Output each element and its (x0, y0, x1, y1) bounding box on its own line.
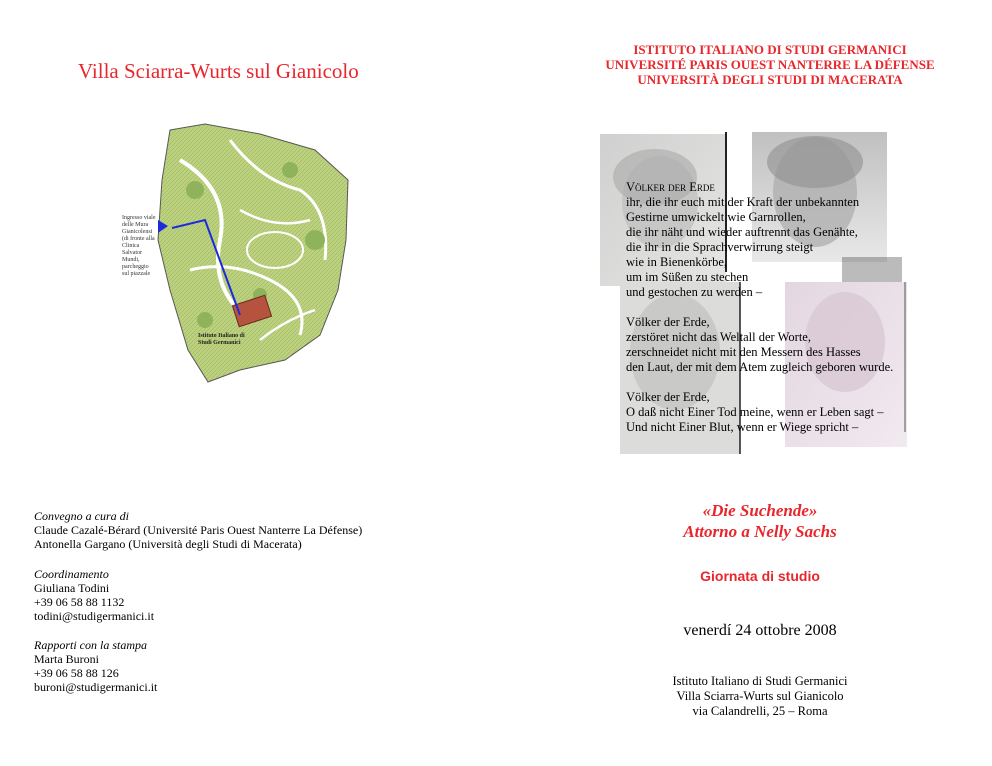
organizer-name: Claude Cazalé-Bérard (Université Paris Ouest Nanterre La Défense) (34, 523, 363, 537)
poem-line: Völker der Erde, (626, 390, 710, 404)
event-address (560, 674, 960, 719)
event-date: venerdí 24 ottobre 2008 (683, 622, 837, 639)
poem-stanza (626, 315, 966, 375)
press-block (34, 638, 157, 694)
coordination-email[interactable]: todini@studigermanici.it (34, 609, 155, 623)
organizers-block (34, 509, 362, 551)
map-institute-label: Istituto Italiano di Studi Germanici (198, 333, 245, 346)
poem-line: und gestochen zu werden – (626, 285, 763, 299)
address-line: Istituto Italiano di Studi Germanici (672, 674, 848, 688)
address-line: Villa Sciarra-Wurts sul Gianicolo (676, 689, 844, 703)
coordination-block (34, 567, 154, 623)
poem-line: wie in Bienenkörbe, (626, 255, 728, 269)
poem-line: O daß nicht Einer Tod meine, wenn er Leben sagt – (626, 405, 884, 419)
event-subtitle-line: Attorno a Nelly Sachs (683, 522, 837, 541)
poem-heading: Völker der Erde (626, 180, 715, 194)
poem-stanza (626, 180, 966, 300)
poem-line: Und nicht Einer Blut, wenn er Wiege spricht – (626, 420, 859, 434)
venue-title: Villa Sciarra-Wurts sul Gianicolo (78, 59, 359, 83)
poem-line: die ihr näht und wieder auftrennt das Genähte, (626, 225, 858, 239)
event-type: Giornata di studio (700, 568, 820, 584)
organizers-role: Convegno a cura di (34, 509, 129, 523)
poem-line: zerstöret nicht das Weltall der Worte, (626, 330, 811, 344)
poem-line: zerschneidet nicht mit den Messern des Hasses (626, 345, 861, 359)
poem-line: Völker der Erde, (626, 315, 710, 329)
coordination-phone: +39 06 58 88 1132 (34, 595, 125, 609)
press-phone: +39 06 58 88 126 (34, 666, 119, 680)
event-title-line: «Die Suchende» (702, 501, 818, 520)
poem-line: den Laut, der mit dem Atem zugleich geboren wurde. (626, 360, 894, 374)
address-line: via Calandrelli, 25 – Roma (692, 704, 828, 718)
event-title (560, 500, 960, 542)
coordination-name: Giuliana Todini (34, 581, 110, 595)
coordination-role: Coordinamento (34, 567, 109, 581)
poem-line: um im Süßen zu stechen (626, 270, 749, 284)
institution-line: ISTITUTO ITALIANO DI STUDI GERMANICI (633, 42, 907, 57)
poem (626, 180, 966, 450)
organizer-name: Antonella Gargano (Università degli Studi di Macerata) (34, 537, 302, 551)
institution-line: UNIVERSITÀ DEGLI STUDI DI MACERATA (637, 72, 903, 87)
institution-line: UNIVERSITÉ PARIS OUEST NANTERRE LA DÉFENSE (605, 57, 935, 72)
poem-line: Gestirne umwickelt wie Garnrollen, (626, 210, 806, 224)
press-email[interactable]: buroni@studigermanici.it (34, 680, 158, 694)
map-entrance-label: Ingresso viale delle Mura Gianicolensi (di fronte alla Clinica Salvator Mundi, parcheggio sul piazzale (122, 215, 156, 277)
poem-stanza (626, 390, 966, 435)
press-role: Rapporti con la stampa (34, 638, 147, 652)
poem-line: die ihr in die Sprachverwirrung steigt (626, 240, 814, 254)
press-name: Marta Buroni (34, 652, 99, 666)
poem-line: ihr, die ihr euch mit der Kraft der unbekannten (626, 195, 860, 209)
